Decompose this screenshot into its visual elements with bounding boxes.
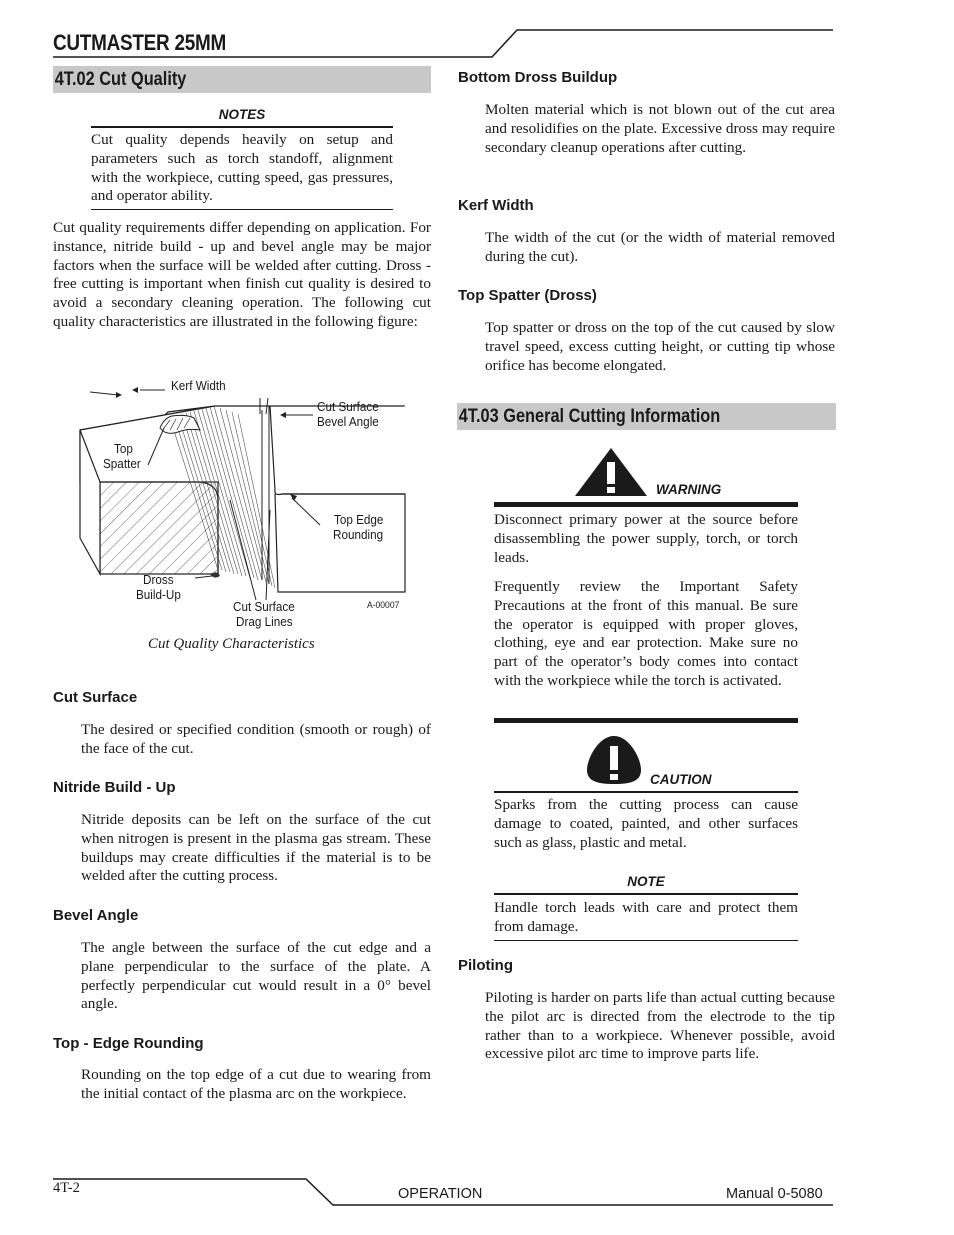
heading-edge-rounding: Top - Edge Rounding: [53, 1035, 204, 1052]
caution-text: Sparks from the cutting process can cause damage to coated, painted, and other surfaces such as glass, plastic and metal.: [494, 796, 798, 851]
heading-bottom-dross: Bottom Dross Buildup: [458, 69, 618, 86]
note-text: Handle torch leads with care and protect them from damage.: [494, 899, 798, 935]
text-bottom-dross: Molten material which is not blown out of the cut area and resolidifies on the plate. Excessive dross may require secondary cleanup operations after cutting.: [485, 101, 835, 156]
warning-rule: [494, 502, 798, 507]
heading-nitride: Nitride Build - Up: [53, 779, 176, 796]
text-edge-rounding: Rounding on the top edge of a cut due to wearing from the initial contact of the plasma arc on the workpiece.: [81, 1066, 431, 1102]
text-kerf-width: The width of the cut (or the width of material removed during the cut).: [485, 229, 835, 265]
text-bevel-angle: The angle between the surface of the cut edge and a plane perpendicular to the surface of the plate. A perfectly perpendicular cut would result in a 0° bevel angle.: [81, 939, 431, 1013]
heading-top-spatter: Top Spatter (Dross): [458, 287, 597, 304]
footer-manual: Manual 0-5080: [726, 1186, 823, 1202]
fig-label-bevel-1: Cut Surface: [317, 399, 379, 414]
heading-cut-surface: Cut Surface: [53, 689, 138, 706]
notes-bottom-rule: [91, 209, 393, 210]
left-block-end-hatch: [100, 482, 218, 574]
section-heading-cut-quality: 4T.02 Cut Quality: [53, 66, 431, 93]
fig-label-bevel-2: Bevel Angle: [317, 414, 379, 429]
note-rule: [494, 893, 798, 895]
fig-label-drag-2: Drag Lines: [236, 614, 293, 629]
notes-label: NOTES: [218, 107, 266, 122]
footer-page-number: 4T-2: [53, 1180, 80, 1196]
fig-label-code: A-00007: [367, 600, 400, 611]
heading-piloting: Piloting: [458, 957, 513, 974]
text-piloting: Piloting is harder on parts life than actual cutting because the pilot arc is directed from the electrode to the tip rather than to a workpiece. Whenever possible, avoid excessive pilot arc time to improve parts life.: [485, 989, 835, 1063]
text-top-spatter: Top spatter or dross on the top of the cut caused by slow travel speed, excess cutting height, or cutting tip whose orifice has become elongated.: [485, 319, 835, 374]
figure-caption: Cut Quality Characteristics: [148, 636, 315, 652]
heading-bevel-angle: Bevel Angle: [53, 907, 139, 924]
fig-label-kerf-width: Kerf Width: [171, 378, 226, 393]
cut-quality-intro: Cut quality requirements differ depending on application. For instance, nitride build - up and bevel angle may be major factors when the surface will be welded after cutting. Dross - free cutting is important when finish cut quality is desired to avoid a secondary cleaning operation. The following cut quality characteristics are illustrated in the following figure:: [53, 219, 431, 330]
warning-label: WARNING: [656, 482, 722, 497]
fig-label-top-1: Top: [114, 441, 133, 456]
warning-bottom-rule: [494, 718, 798, 723]
warning-triangle-icon: [573, 446, 649, 498]
section-heading-general-cutting: 4T.03 General Cutting Information: [457, 403, 836, 430]
header-rule: [0, 0, 954, 70]
note-label: NOTE: [627, 874, 665, 889]
caution-exclamation-icon: [585, 734, 643, 786]
warning-text-2: Frequently review the Important Safety Precautions at the front of this manual. Be sure the operator is equipped with proper gloves, clothing, eye and ear protection. Make sure no part of the operator’s body comes into contact with the workpiece while the torch is activated.: [494, 578, 798, 689]
page-header-title: CUTMASTER 25MM: [53, 30, 226, 55]
text-cut-surface: The desired or specified condition (smooth or rough) of the face of the cut.: [81, 721, 431, 757]
notes-text: Cut quality depends heavily on setup and parameters such as torch standoff, alignment with the workpiece, cutting speed, gas pressures, and operator ability.: [91, 131, 393, 205]
fig-label-edge-2: Rounding: [333, 527, 384, 542]
note-bottom-rule: [494, 940, 798, 941]
warning-text-1: Disconnect primary power at the source before disassembling the power supply, torch, or torch leads.: [494, 511, 798, 566]
heading-kerf-width: Kerf Width: [458, 197, 534, 214]
footer-section: OPERATION: [398, 1186, 483, 1202]
fig-label-top-2: Spatter: [103, 456, 141, 471]
caution-label: CAUTION: [650, 772, 712, 787]
caution-rule: [494, 791, 798, 793]
fig-label-dross-2: Build-Up: [136, 587, 181, 602]
fig-label-edge-1: Top Edge: [334, 512, 384, 527]
text-nitride: Nitride deposits can be left on the surface of the cut when nitrogen is present in the plasma gas stream. These buildups may create difficulties if the material is to be welded after the cutting process.: [81, 811, 431, 885]
fig-label-drag-1: Cut Surface: [233, 599, 295, 614]
fig-label-dross-1: Dross: [143, 572, 174, 587]
notes-rule: [91, 126, 393, 128]
